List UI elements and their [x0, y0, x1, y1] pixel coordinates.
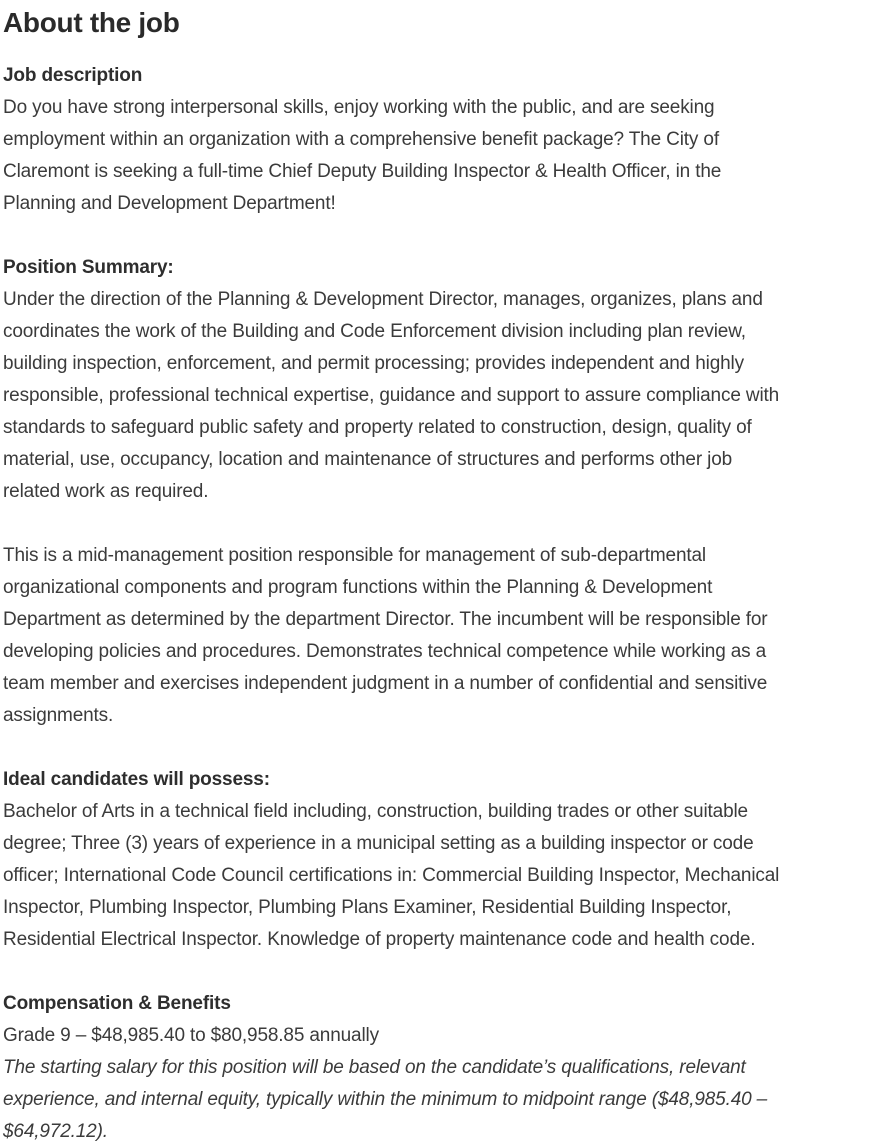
paragraph-line: This is a mid-management position responsible for management of sub-departmental	[3, 545, 706, 566]
paragraph-line: Department as determined by the department Director. The incumbent will be responsible for	[3, 609, 768, 630]
paragraph-line: related work as required.	[3, 481, 209, 502]
paragraph-line: Under the direction of the Planning & Development Director, manages, organizes, plans and	[3, 289, 763, 310]
salary-grade-line: Grade 9 – $48,985.40 to $80,958.85 annually	[3, 1025, 379, 1046]
section-compensation-benefits	[3, 988, 872, 1148]
salary-note-line: $64,972.12).	[3, 1121, 108, 1142]
salary-note-line: The starting salary for this position will be based on the candidate’s qualifications, relevant	[3, 1057, 746, 1078]
paragraph-line: assignments.	[3, 705, 114, 726]
paragraph-line: coordinates the work of the Building and Code Enforcement division including plan review,	[3, 321, 746, 342]
paragraph-line: organizational components and program functions within the Planning & Development	[3, 577, 713, 598]
paragraph-line: standards to safeguard public safety and property related to construction, design, quality of	[3, 417, 752, 438]
paragraph-line: Do you have strong interpersonal skills, enjoy working with the public, and are seeking	[3, 97, 715, 118]
section-position-summary	[3, 252, 872, 508]
paragraph-line: employment within an organization with a comprehensive benefit package? The City of	[3, 129, 719, 150]
section-ideal-candidates	[3, 764, 872, 956]
paragraph-line: developing policies and procedures. Demonstrates technical competence while working as a	[3, 641, 767, 662]
paragraph-line: Residential Electrical Inspector. Knowledge of property maintenance code and health code.	[3, 929, 756, 950]
section-heading: Job description	[3, 65, 143, 86]
section-heading: Ideal candidates will possess:	[3, 769, 270, 790]
paragraph-line: Planning and Development Department!	[3, 193, 336, 214]
paragraph-line: building inspection, enforcement, and permit processing; provides independent and highly	[3, 353, 744, 374]
paragraph-line: material, use, occupancy, location and maintenance of structures and performs other job	[3, 449, 733, 470]
section-heading: Position Summary:	[3, 257, 174, 278]
paragraph-line: degree; Three (3) years of experience in a municipal setting as a building inspector or code	[3, 833, 754, 854]
section-heading: Compensation & Benefits	[3, 993, 231, 1014]
salary-note-line: experience, and internal equity, typically within the minimum to midpoint range ($48,985.40 –	[3, 1089, 768, 1110]
paragraph-line: Inspector, Plumbing Inspector, Plumbing Plans Examiner, Residential Building Inspector,	[3, 897, 732, 918]
paragraph-line: team member and exercises independent judgment in a number of confidential and sensitive	[3, 673, 768, 694]
section-mid-management	[3, 540, 872, 732]
section-job-description	[3, 60, 872, 220]
paragraph-line: Claremont is seeking a full-time Chief Deputy Building Inspector & Health Officer, in the	[3, 161, 722, 182]
paragraph-line: officer; International Code Council certifications in: Commercial Building Inspector, Mechanical	[3, 865, 780, 886]
paragraph-line: responsible, professional technical expertise, guidance and support to assure compliance with	[3, 385, 780, 406]
paragraph-line: Bachelor of Arts in a technical field including, construction, building trades or other suitable	[3, 801, 748, 822]
page-title: About the job	[3, 7, 180, 38]
